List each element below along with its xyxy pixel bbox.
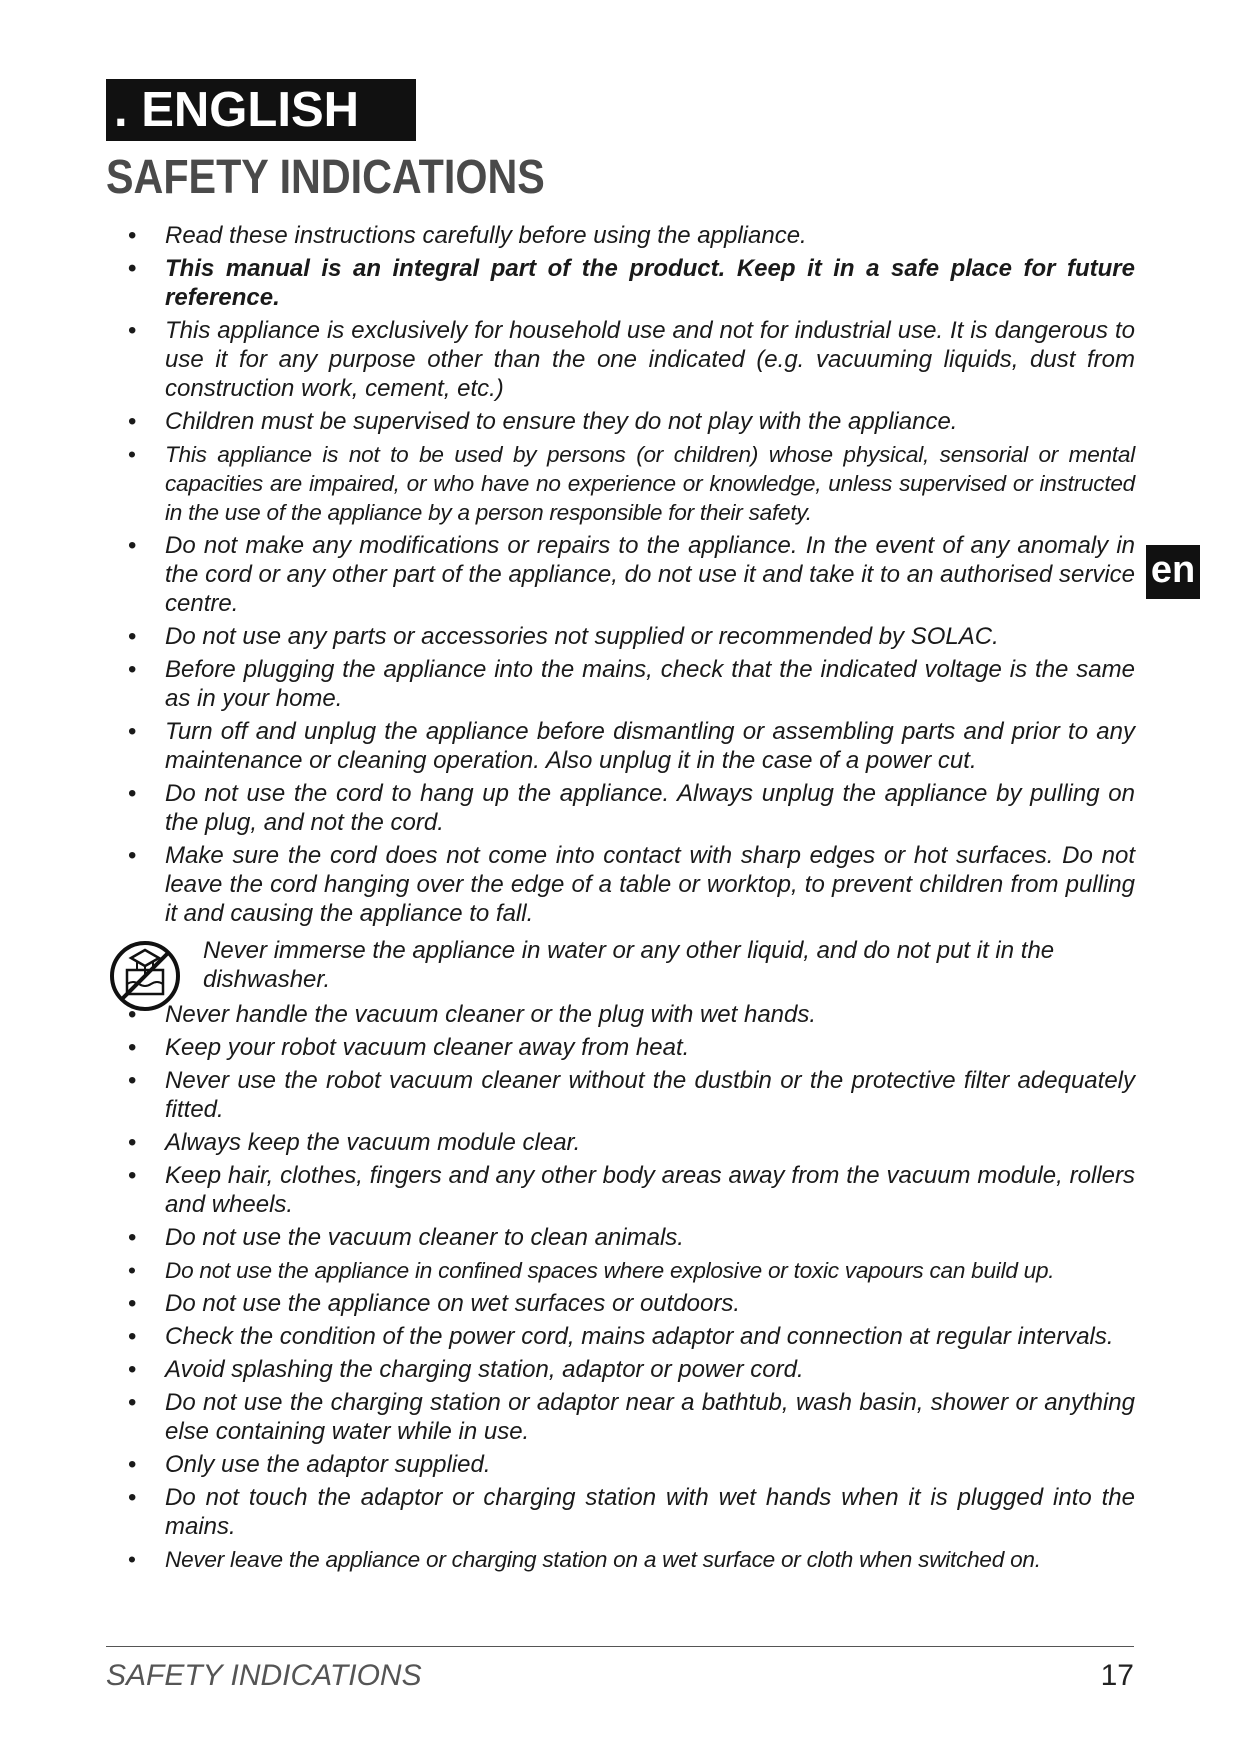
safety-item: • Only use the adaptor supplied. bbox=[125, 1450, 1135, 1479]
safety-item: • Check the condition of the power cord, mains adaptor and connection at regular intervals. bbox=[125, 1322, 1135, 1351]
safety-item: • Do not use the appliance on wet surfaces or outdoors. bbox=[125, 1289, 1135, 1318]
immersion-warning-text: Never immerse the appliance in water or any other liquid, and do not put it in the dishwasher. bbox=[203, 937, 1055, 993]
language-header: . ENGLISH bbox=[106, 79, 416, 141]
safety-content bbox=[125, 221, 1135, 1578]
safety-item: • Before plugging the appliance into the mains, check that the indicated voltage is the same as in your home. bbox=[125, 655, 1135, 713]
safety-item: • This appliance is not to be used by persons (or children) whose physical, sensorial or mental capacities are impaired, or who have no experience or knowledge, unless supervised or instructed in the use of the appliance by a person responsible for their safety. bbox=[125, 440, 1135, 527]
safety-item: • Read these instructions carefully before using the appliance. bbox=[125, 221, 1135, 250]
immersion-warning bbox=[125, 936, 1135, 998]
safety-item: • This manual is an integral part of the product. Keep it in a safe place for future reference. bbox=[125, 254, 1135, 312]
safety-item: • Keep hair, clothes, fingers and any other body areas away from the vacuum module, rollers and wheels. bbox=[125, 1161, 1135, 1219]
safety-item: • Never use the robot vacuum cleaner without the dustbin or the protective filter adequately fitted. bbox=[125, 1066, 1135, 1124]
safety-list-bottom bbox=[125, 1000, 1135, 1574]
safety-item: • Do not use the appliance in confined spaces where explosive or toxic vapours can build up. bbox=[125, 1256, 1135, 1285]
safety-item: • Do not make any modifications or repairs to the appliance. In the event of any anomaly in the cord or any other part of the appliance, do not use it and take it to an authorised service centre. bbox=[125, 531, 1135, 618]
safety-item: • Never handle the vacuum cleaner or the plug with wet hands. bbox=[125, 1000, 1135, 1029]
safety-item: • This appliance is exclusively for household use and not for industrial use. It is dangerous to use it for any purpose other than the one indicated (e.g. vacuuming liquids, dust from construction work, cement, etc.) bbox=[125, 316, 1135, 403]
safety-item: • Turn off and unplug the appliance before dismantling or assembling parts and prior to any maintenance or cleaning operation. Also unplug it in the case of a power cut. bbox=[125, 717, 1135, 775]
safety-item: • Make sure the cord does not come into contact with sharp edges or hot surfaces. Do not leave the cord hanging over the edge of a table or worktop, to prevent children from pulling it and causing the appliance to fall. bbox=[125, 841, 1135, 928]
safety-item: • Children must be supervised to ensure they do not play with the appliance. bbox=[125, 407, 1135, 436]
language-tab: en bbox=[1146, 545, 1200, 599]
safety-list-top bbox=[125, 221, 1135, 928]
safety-item: • Do not use any parts or accessories not supplied or recommended by SOLAC. bbox=[125, 622, 1135, 651]
safety-item: • Always keep the vacuum module clear. bbox=[125, 1128, 1135, 1157]
safety-item: • Keep your robot vacuum cleaner away from heat. bbox=[125, 1033, 1135, 1062]
page-number: 17 bbox=[1100, 1659, 1134, 1692]
safety-item: • Do not touch the adaptor or charging station with wet hands when it is plugged into the mains. bbox=[125, 1483, 1135, 1541]
footer-section-title: SAFETY INDICATIONS bbox=[106, 1659, 422, 1692]
safety-item: • Never leave the appliance or charging station on a wet surface or cloth when switched on. bbox=[125, 1545, 1135, 1574]
safety-item: • Do not use the vacuum cleaner to clean animals. bbox=[125, 1223, 1135, 1252]
safety-item: • Do not use the charging station or adaptor near a bathtub, wash basin, shower or anything else containing water while in use. bbox=[125, 1388, 1135, 1446]
footer-divider bbox=[106, 1646, 1134, 1647]
safety-item: • Avoid splashing the charging station, adaptor or power cord. bbox=[125, 1355, 1135, 1384]
safety-item: • Do not use the cord to hang up the appliance. Always unplug the appliance by pulling on the plug, and not the cord. bbox=[125, 779, 1135, 837]
page-title: SAFETY INDICATIONS bbox=[106, 151, 545, 204]
